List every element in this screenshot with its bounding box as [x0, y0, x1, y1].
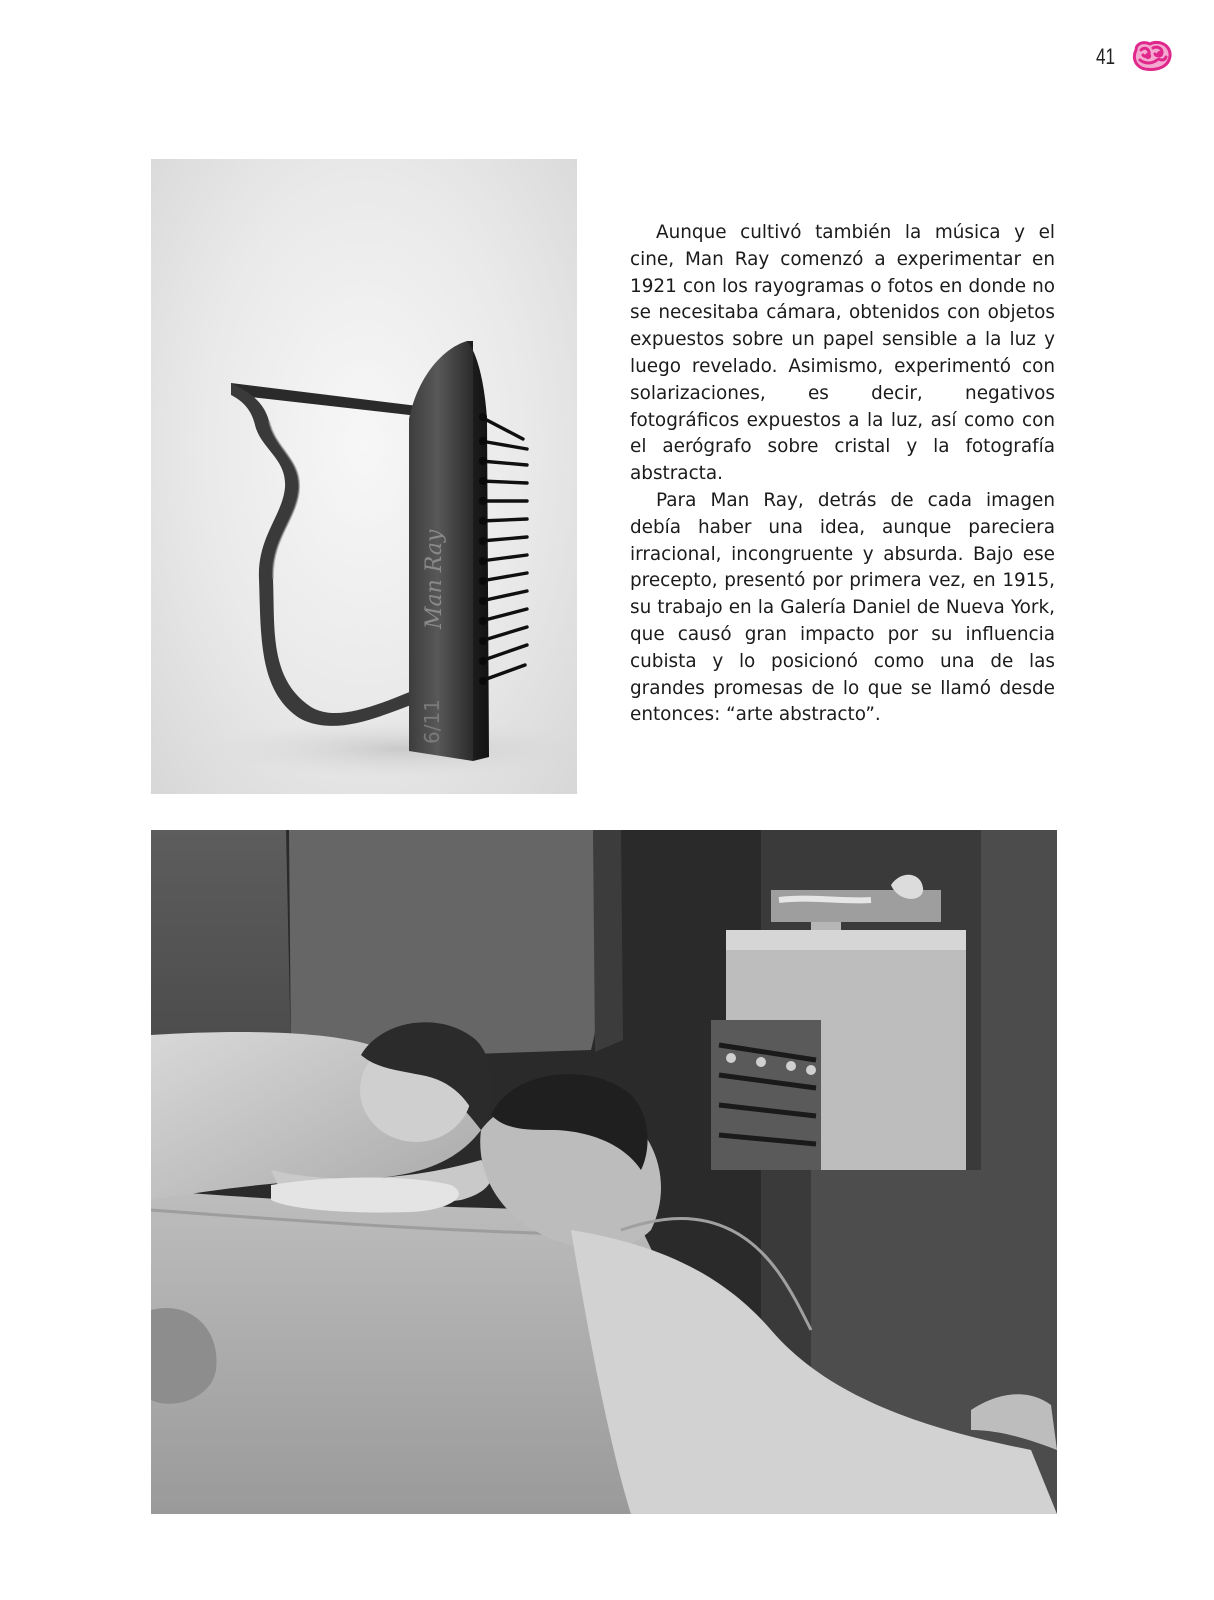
paragraph-2: Para Man Ray, detrás de cada imagen debía haber una idea, aunque pareciera irracional, incongruente y absurda. Bajo ese precepto, presentó por primera vez, en 1915, su trabajo en la Galería Daniel de Nueva York, que causó gran impacto por su influencia cubista y lo posicionó como una de las grandes promesas de lo que se llamó desde entonces: “arte abstracto”. [630, 489, 1055, 726]
spiked-iron-sculpture-photo [151, 159, 577, 794]
page-number: 41 [1096, 44, 1116, 69]
paragraph-1: Aunque cultivó también la música y el cine, Man Ray comenzó a experimentar en 1921 con los rayogramas o fotos en donde no se necesitaba cámara, obtenidos con objetos expuestos sobre un papel sensible a la luz y luego revelado. Asimismo, experimentó con solarizaciones, es decir, negativos fotográficos expuestos a la luz, así como con el aerógrafo sobre cristal y la fotografía abstracta. [630, 222, 1055, 485]
edition-text: 6/11 [420, 699, 444, 744]
article-text [630, 220, 1055, 729]
pink-glyph-logo-icon [1130, 38, 1174, 74]
signature-text: Man Ray [422, 529, 447, 629]
two-women-sleeping-photo [151, 830, 1057, 1514]
